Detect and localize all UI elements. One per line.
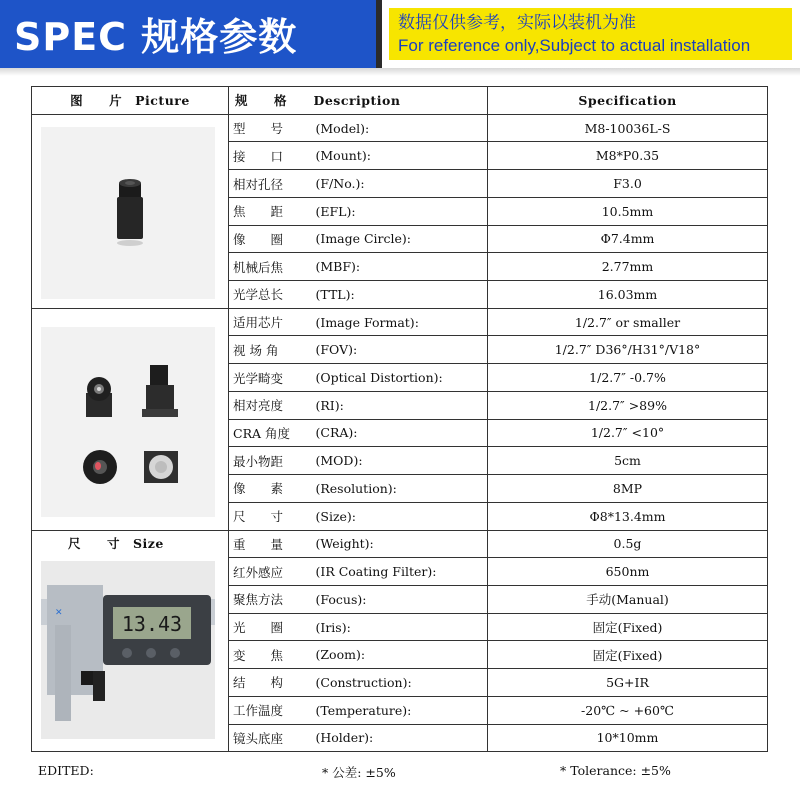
spec-description: (Image Format): [314,308,488,336]
size-label: 尺 寸 Size [68,535,164,551]
footer-tolerance-en: * Tolerance: ±5% [560,763,671,778]
header-specification: Specification [488,87,768,115]
svg-text:✕: ✕ [55,607,63,618]
spec-description: (CRA): [314,419,488,447]
spec-description: (MBF): [314,253,488,281]
spec-value: M8*P0.35 [488,142,768,170]
spec-value: F3.0 [488,170,768,198]
spec-name: 机械后焦 [229,253,314,281]
spec-name: 相对孔径 [229,170,314,198]
spec-description: (Zoom): [314,641,488,669]
spec-name: CRA 角度 [229,419,314,447]
spec-description: (Focus): [314,585,488,613]
spec-name: 相对亮度 [229,391,314,419]
spec-name: 工作温度 [229,696,314,724]
lens-photo [41,127,215,299]
spec-value: 1/2.7″ D36°/H31°/V18° [488,336,768,364]
spec-description: (Iris): [314,613,488,641]
parts-photo-cell [32,308,229,530]
spec-value: Φ8*13.4mm [488,502,768,530]
caliper-photo [41,561,215,739]
spec-name: 像 圈 [229,225,314,253]
spec-name: 光学总长 [229,281,314,309]
spec-table-body [32,114,768,752]
spec-name: 视 场 角 [229,336,314,364]
spec-value: 650nm [488,558,768,586]
spec-name: 像 素 [229,475,314,503]
spec-value: 10*10mm [488,724,768,752]
header-name: 规 格 [229,87,314,115]
spec-value: 1/2.7″ or smaller [488,308,768,336]
spec-name: 变 焦 [229,641,314,669]
spec-value: 2.77mm [488,253,768,281]
spec-name: 重 量 [229,530,314,558]
spec-value: 5G+IR [488,669,768,697]
spec-description: (Size): [314,502,488,530]
spec-description: (Optical Distortion): [314,364,488,392]
header-description: Description [314,87,488,115]
spec-description: (MOD): [314,447,488,475]
spec-description: (Weight): [314,530,488,558]
caliper-photo-cell [32,530,229,752]
spec-value: 固定(Fixed) [488,613,768,641]
footer-tolerance-cn: * 公差: ±5% [322,765,396,780]
spec-description: (F/No.): [314,170,488,198]
spec-value: 手动(Manual) [488,585,768,613]
spec-name: 适用芯片 [229,308,314,336]
lens-photo-cell [32,114,229,308]
spec-value: 5cm [488,447,768,475]
spec-name: 尺 寸 [229,502,314,530]
spec-name: 红外感应 [229,558,314,586]
spec-value: 1/2.7″ -0.7% [488,364,768,392]
parts-photo [41,327,215,517]
spec-name: 接 口 [229,142,314,170]
spec-description: (RI): [314,391,488,419]
spec-value: M8-10036L-S [488,114,768,142]
spec-value: 16.03mm [488,281,768,309]
spec-value: -20℃ ~ +60℃ [488,696,768,724]
spec-description: (IR Coating Filter): [314,558,488,586]
spec-description: (TTL): [314,281,488,309]
spec-name: 结 构 [229,669,314,697]
spec-description: (EFL): [314,197,488,225]
footer-edited: EDITED: [38,763,94,778]
reference-note-en: For reference only,Subject to actual installation [398,36,751,55]
banner-divider [0,68,800,76]
spec-name: 光学畸变 [229,364,314,392]
spec-name: 最小物距 [229,447,314,475]
spec-name: 焦 距 [229,197,314,225]
caliper-display: 13.43 [121,611,183,636]
page-title: SPEC 规格参数 [14,15,298,59]
table-row [32,308,768,336]
spec-description: (Mount): [314,142,488,170]
table-header-row [32,87,768,115]
spec-name: 聚焦方法 [229,585,314,613]
spec-name: 镜头底座 [229,724,314,752]
spec-description: (Holder): [314,724,488,752]
reference-note-cn: 数据仅供参考，实际以装机为准 [398,13,636,33]
spec-table [31,86,768,752]
spec-name: 型 号 [229,114,314,142]
spec-value: 10.5mm [488,197,768,225]
spec-value: 1/2.7″ <10° [488,419,768,447]
spec-description: (FOV): [314,336,488,364]
spec-description: (Temperature): [314,696,488,724]
spec-value: 0.5g [488,530,768,558]
spec-value: 1/2.7″ >89% [488,391,768,419]
table-row [32,114,768,142]
spec-description: (Construction): [314,669,488,697]
spec-description: (Image Circle): [314,225,488,253]
spec-description: (Model): [314,114,488,142]
table-row [32,530,768,558]
spec-value: 固定(Fixed) [488,641,768,669]
spec-value: 8MP [488,475,768,503]
spec-value: Φ7.4mm [488,225,768,253]
spec-name: 光 圈 [229,613,314,641]
header-picture: 图 片 Picture [32,87,229,115]
spec-description: (Resolution): [314,475,488,503]
